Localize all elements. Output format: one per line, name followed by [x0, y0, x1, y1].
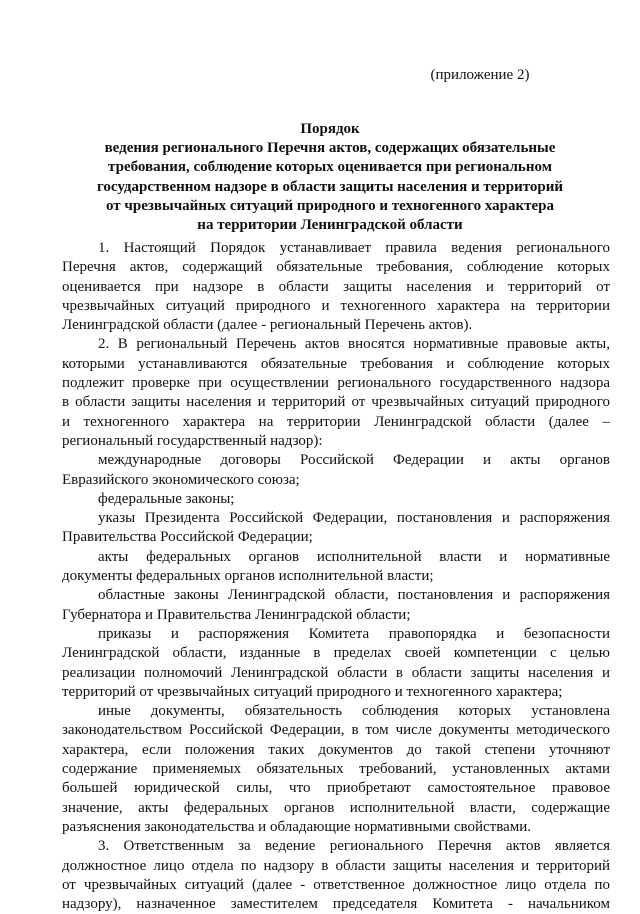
list-item-line: территорий от чрезвычайных ситуаций природного и техногенного характера;	[62, 683, 563, 700]
title-line: на территории Ленинградской области	[197, 217, 463, 234]
list-item-line: федеральные законы;	[98, 490, 235, 507]
list-item-line: Правительства Российской Федерации;	[62, 529, 313, 546]
list-item-line: Евразийского экономического союза;	[62, 471, 300, 488]
list-item-line: Губернатора и Правительства Ленинградской области;	[62, 606, 411, 623]
paragraph-2-line: и техногенного характера на территории Ленинградской области (далее –	[62, 413, 610, 430]
title-line: от чрезвычайных ситуаций природного и техногенного характера	[106, 197, 554, 214]
list-item-line: иные документы, обязательность соблюдения которых установлена	[98, 703, 610, 720]
list-item-line: разъяснения законодательства и обладающие нормативными свойствами.	[62, 818, 532, 835]
paragraph-1-line: Ленинградской области (далее - региональный Перечень актов).	[62, 317, 473, 334]
paragraph-2-line: подлежит проверке при осуществлении регионального государственного надзора	[62, 375, 610, 392]
list-item-line: акты федеральных органов исполнительной власти и нормативные	[98, 548, 610, 565]
list-item-line: областные законы Ленинградской области, постановления и распоряжения	[98, 587, 610, 604]
list-item-line: реализации полномочий Ленинградской области в области защиты населения и	[62, 664, 610, 681]
list-item-line: большей юридической силы, что приобретают самостоятельное правовое	[62, 780, 610, 797]
paragraph-1-line: чрезвычайных ситуаций природного и техногенного характера на территории	[62, 297, 610, 314]
paragraph-1-line: оценивается при надзоре в области защиты населения и территорий от	[62, 278, 610, 295]
title-line: требования, соблюдение которых оценивается при региональном	[108, 159, 552, 176]
list-item-line: документы федеральных органов исполнительной власти;	[62, 568, 434, 585]
list-item-line: приказы и распоряжения Комитета правопорядка и безопасности	[98, 625, 610, 642]
list-item-line: содержание применяемых обязательных требований, установленных актами	[62, 761, 610, 778]
document-title	[62, 120, 598, 235]
paragraph-2-line: которыми устанавливаются обязательные требования и соблюдение которых	[62, 355, 610, 372]
paragraph-1-line: 1. Настоящий Порядок устанавливает правила ведения регионального	[98, 240, 610, 256]
paragraph-2-line: в области защиты населения и территорий от чрезвычайных ситуаций природного	[62, 394, 610, 411]
list-item-line: характера, если положения таких документов до такой степени уточняют	[62, 741, 610, 758]
title-line: Порядок	[300, 121, 360, 137]
document-body	[62, 239, 610, 914]
paragraph-3-line: 3. Ответственным за ведение регионального Перечня актов является	[98, 838, 610, 855]
list-item-line: значение, акты федеральных органов исполнительной власти, содержащие	[62, 799, 610, 816]
paragraph-2-line: 2. В региональный Перечень актов вносятся нормативные правовые акты,	[98, 336, 610, 353]
list-item-line: международные договоры Российской Федерации и акты органов	[98, 452, 610, 469]
list-item-line: Ленинградской области, изданные в пределах своей компетенции с целью	[62, 645, 610, 662]
paragraph-2-line: региональный государственный надзор):	[62, 432, 323, 449]
paragraph-3-line: надзору), назначенное заместителем председателя Комитета - начальником	[62, 896, 610, 913]
list-item-line: указы Президента Российской Федерации, постановления и распоряжения	[98, 510, 610, 527]
title-line: ведения регионального Перечня актов, содержащих обязательные	[104, 140, 556, 157]
paragraph-3-line: от чрезвычайных ситуаций (далее - ответственное должностное лицо отдела по	[62, 876, 610, 893]
paragraph-3-line: должностное лицо отдела по надзору в области защиты населения и территорий	[62, 857, 610, 874]
appendix-note: (приложение 2)	[430, 67, 530, 83]
list-item-line: законодательством Российской Федерации, в том числе документы методического	[62, 722, 610, 739]
paragraph-1-line: Перечня актов, содержащий обязательные требования, соблюдение которых	[62, 259, 610, 276]
title-line: государственном надзоре в области защиты населения и территорий	[96, 178, 564, 195]
